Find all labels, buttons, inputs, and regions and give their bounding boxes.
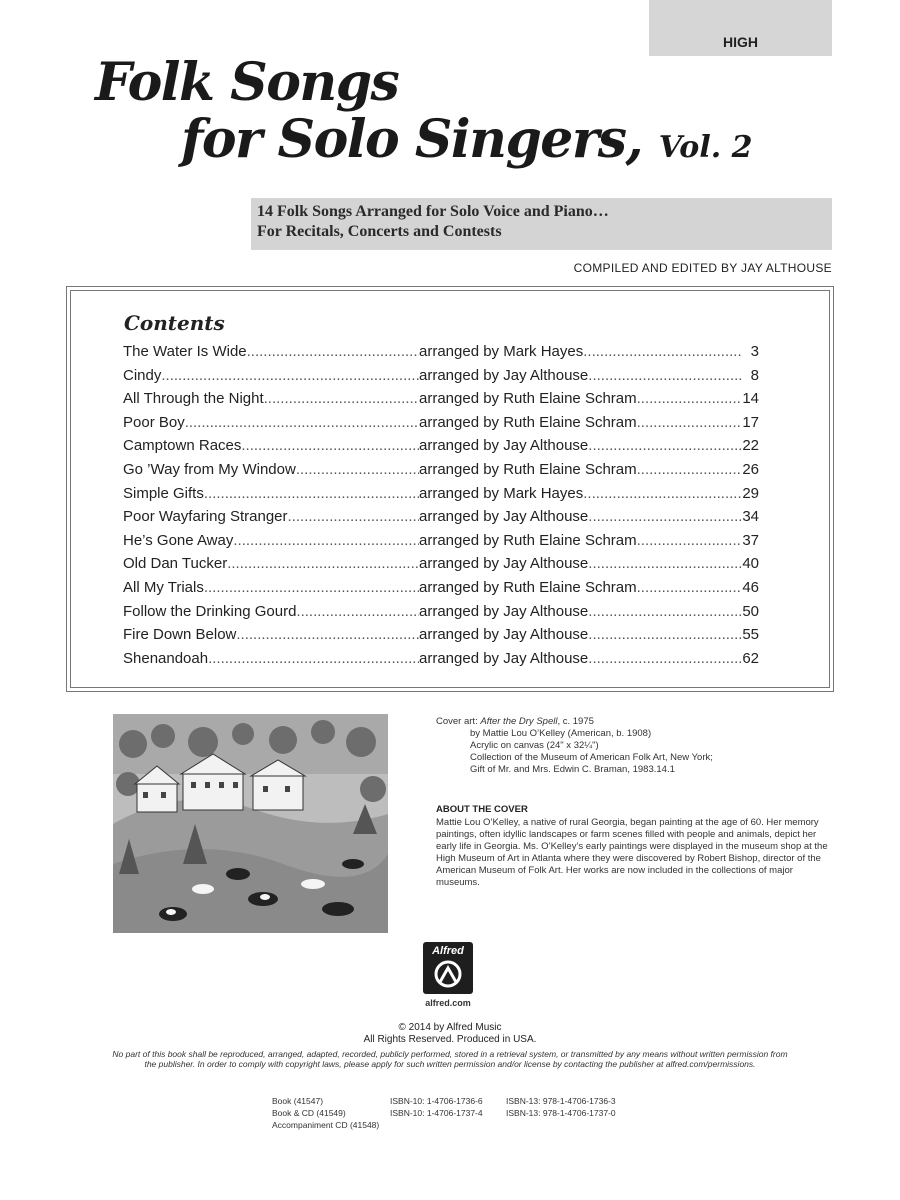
toc-page-number: 3	[750, 343, 759, 360]
toc-page-number: 14	[742, 390, 759, 408]
toc-song-cell	[123, 343, 419, 360]
contents-heading: Contents	[124, 311, 225, 335]
toc-song-cell	[123, 390, 419, 407]
table-of-contents	[123, 343, 759, 673]
publisher-website[interactable]: alfred.com	[425, 998, 471, 1008]
contents-frame	[66, 286, 834, 692]
toc-arranger: arranged by Ruth Elaine Schram	[419, 390, 637, 408]
toc-arranger-cell	[419, 603, 741, 620]
toc-arranger: arranged by Jay Althouse	[419, 508, 589, 526]
toc-leader-dots	[204, 579, 419, 596]
product-isbn-10	[390, 1119, 506, 1131]
compiler-credit: COMPILED AND EDITED BY JAY ALTHOUSE	[573, 261, 832, 275]
subtitle-box	[251, 198, 832, 250]
toc-leader-dots	[241, 437, 419, 454]
book-title	[95, 52, 815, 177]
alfred-music-logo[interactable]	[423, 942, 473, 994]
toc-song-cell	[123, 555, 419, 572]
toc-page-number: 50	[742, 602, 759, 620]
toc-page-number: 29	[742, 484, 759, 502]
toc-song-cell	[123, 508, 419, 525]
product-row	[272, 1095, 616, 1107]
toc-leader-dots	[588, 650, 741, 667]
toc-song-cell	[123, 437, 419, 454]
toc-leader-dots	[588, 626, 741, 643]
caption-date: , c. 1975	[557, 716, 594, 727]
toc-arranger: arranged by Jay Althouse	[419, 649, 589, 667]
logo-word: Alfred	[432, 945, 464, 957]
toc-song-cell	[123, 485, 419, 502]
toc-arranger: arranged by Jay Althouse	[419, 366, 589, 384]
toc-leader-dots	[185, 414, 419, 431]
toc-leader-dots	[583, 343, 741, 360]
contents-inner-border	[70, 290, 830, 688]
toc-entry	[123, 555, 759, 579]
toc-arranger-cell	[419, 343, 741, 360]
about-cover-text: Mattie Lou O’Kelley, a native of rural Georgia, began painting at the age of 60. Her memory paintings, often idyllic landscapes or farm scenes filled with people and animals, depict her early life in Georgia. Ms. O’Kelley’s early paintings were displayed in the museum shop at the High Museum of Art in Atlanta where they were discovered by Robert Bishop, director of the American Museum of Folk Art. Her works are now included in the collections of major museums.	[436, 817, 828, 888]
toc-song-cell	[123, 367, 419, 384]
toc-arranger: arranged by Jay Althouse	[419, 626, 589, 644]
toc-arranger: arranged by Jay Althouse	[419, 555, 589, 573]
product-name: Book & CD (41549)	[272, 1108, 346, 1118]
caption-title-line	[436, 716, 836, 728]
toc-leader-dots	[204, 485, 419, 502]
about-cover-heading: ABOUT THE COVER	[436, 804, 528, 815]
voice-range-label: HIGH	[723, 34, 758, 50]
toc-arranger-cell	[419, 579, 741, 596]
toc-entry	[123, 437, 759, 461]
toc-arranger: arranged by Ruth Elaine Schram	[419, 531, 637, 549]
cover-caption	[436, 716, 836, 776]
toc-song-title: Go ’Way from My Window	[123, 460, 296, 478]
legal-notice: No part of this book shall be reproduced, arranged, adapted, recorded, publicly performed, stored in a retrieval system, or transmitted by any means without written permission from the publisher. In order to comply with copyright laws, please apply for such written permission and/or license by contacting the publisher at alfred.com/permissions.	[112, 1049, 788, 1069]
toc-leader-dots	[296, 603, 419, 620]
toc-arranger-cell	[419, 555, 741, 572]
toc-entry	[123, 532, 759, 556]
toc-entry	[123, 367, 759, 391]
toc-entry	[123, 414, 759, 438]
toc-page-number: 46	[742, 578, 759, 596]
caption-artist: by Mattie Lou O’Kelley (American, b. 1908)	[470, 728, 652, 739]
toc-arranger-cell	[419, 650, 741, 667]
toc-leader-dots	[637, 414, 741, 431]
toc-arranger-cell	[419, 414, 741, 431]
toc-arranger-cell	[419, 390, 741, 407]
toc-song-title: Shenandoah	[123, 649, 209, 667]
toc-leader-dots	[588, 508, 741, 525]
caption-medium: Acrylic on canvas (24" x 32¼")	[470, 740, 599, 751]
toc-page-number: 40	[742, 555, 759, 573]
toc-song-cell	[123, 461, 419, 478]
cover-art-image	[113, 714, 388, 933]
product-isbn-13: ISBN-13: 978-1-4706-1737-0	[506, 1108, 616, 1118]
toc-leader-dots	[208, 650, 419, 667]
product-isbn-10: ISBN-10: 1-4706-1737-4	[390, 1108, 483, 1118]
toc-leader-dots	[637, 390, 741, 407]
toc-arranger-cell	[419, 485, 741, 502]
toc-song-title: Cindy	[123, 366, 162, 384]
toc-song-cell	[123, 603, 419, 620]
toc-arranger: arranged by Mark Hayes	[419, 484, 584, 502]
voice-range-tab	[649, 0, 832, 56]
toc-page-number: 34	[742, 508, 759, 526]
toc-arranger-cell	[419, 367, 741, 384]
toc-song-title: Old Dan Tucker	[123, 555, 228, 573]
toc-leader-dots	[227, 555, 419, 572]
title-volume: Vol. 2	[658, 130, 753, 165]
toc-leader-dots	[161, 367, 419, 384]
toc-page-number: 8	[750, 366, 759, 384]
folk-painting-illustration	[113, 714, 388, 933]
toc-song-title: Poor Wayfaring Stranger	[123, 508, 288, 526]
product-row	[272, 1107, 616, 1119]
toc-song-cell	[123, 650, 419, 667]
toc-song-cell	[123, 626, 419, 643]
alfred-mark-icon	[431, 960, 465, 988]
toc-song-cell	[123, 532, 419, 549]
toc-leader-dots	[264, 390, 419, 407]
toc-entry	[123, 508, 759, 532]
product-name: Accompaniment CD (41548)	[272, 1120, 380, 1130]
toc-arranger-cell	[419, 437, 741, 454]
toc-page-number: 17	[742, 413, 759, 431]
copyright-notice	[0, 1022, 900, 1046]
toc-song-cell	[123, 414, 419, 431]
toc-entry	[123, 343, 759, 367]
toc-arranger: arranged by Ruth Elaine Schram	[419, 413, 637, 431]
toc-entry	[123, 579, 759, 603]
toc-song-title: Simple Gifts	[123, 484, 204, 502]
toc-leader-dots	[588, 603, 741, 620]
toc-leader-dots	[288, 508, 419, 525]
toc-song-title: The Water Is Wide	[123, 343, 247, 360]
toc-leader-dots	[588, 555, 741, 572]
product-isbn-13: ISBN-13: 978-1-4706-1736-3	[506, 1096, 616, 1106]
toc-arranger: arranged by Ruth Elaine Schram	[419, 460, 637, 478]
toc-entry	[123, 650, 759, 674]
subtitle-line-1: 14 Folk Songs Arranged for Solo Voice and Piano…	[257, 203, 609, 220]
toc-arranger-cell	[419, 532, 741, 549]
caption-work-title: After the Dry Spell	[480, 716, 558, 727]
toc-leader-dots	[583, 485, 741, 502]
toc-leader-dots	[637, 579, 741, 596]
toc-leader-dots	[236, 626, 419, 643]
toc-song-cell	[123, 579, 419, 596]
toc-song-title: Fire Down Below	[123, 626, 237, 644]
toc-entry	[123, 461, 759, 485]
caption-label: Cover art:	[436, 716, 481, 727]
toc-song-title: Camptown Races	[123, 437, 242, 455]
toc-arranger-cell	[419, 626, 741, 643]
toc-leader-dots	[247, 343, 419, 360]
caption-gift: Gift of Mr. and Mrs. Edwin C. Braman, 1983.14.1	[470, 764, 675, 775]
toc-entry	[123, 390, 759, 414]
title-line-2-text: for Solo Singers,	[181, 109, 643, 170]
toc-leader-dots	[296, 461, 419, 478]
toc-page-number: 26	[742, 460, 759, 478]
toc-arranger-cell	[419, 461, 741, 478]
title-line-1: Folk Songs	[95, 52, 399, 113]
toc-page-number: 37	[742, 531, 759, 549]
toc-page-number: 62	[742, 649, 759, 667]
subtitle-line-2: For Recitals, Concerts and Contests	[257, 223, 502, 240]
toc-song-title: He’s Gone Away	[123, 531, 234, 549]
toc-arranger: arranged by Jay Althouse	[419, 437, 589, 455]
toc-entry	[123, 485, 759, 509]
product-name: Book (41547)	[272, 1096, 324, 1106]
toc-entry	[123, 603, 759, 627]
toc-song-title: All My Trials	[123, 578, 204, 596]
toc-page-number: 55	[742, 626, 759, 644]
copyright-line-1: © 2014 by Alfred Music	[398, 1022, 502, 1033]
caption-collection: Collection of the Museum of American Folk Art, New York;	[470, 752, 713, 763]
toc-song-title: Follow the Drinking Gourd	[123, 602, 297, 620]
toc-arranger: arranged by Mark Hayes	[419, 343, 584, 360]
product-list	[272, 1095, 616, 1131]
toc-page-number: 22	[742, 437, 759, 455]
title-line-2	[181, 111, 815, 177]
toc-song-title: Poor Boy	[123, 413, 185, 431]
product-row	[272, 1119, 616, 1131]
copyright-line-2: All Rights Reserved. Produced in USA.	[363, 1034, 537, 1045]
toc-leader-dots	[588, 437, 741, 454]
toc-song-title: All Through the Night	[123, 390, 264, 408]
toc-leader-dots	[637, 532, 741, 549]
toc-arranger-cell	[419, 508, 741, 525]
toc-entry	[123, 626, 759, 650]
toc-arranger: arranged by Ruth Elaine Schram	[419, 578, 637, 596]
product-isbn-10: ISBN-10: 1-4706-1736-6	[390, 1096, 483, 1106]
toc-leader-dots	[588, 367, 741, 384]
toc-leader-dots	[233, 532, 419, 549]
toc-arranger: arranged by Jay Althouse	[419, 602, 589, 620]
toc-leader-dots	[637, 461, 741, 478]
